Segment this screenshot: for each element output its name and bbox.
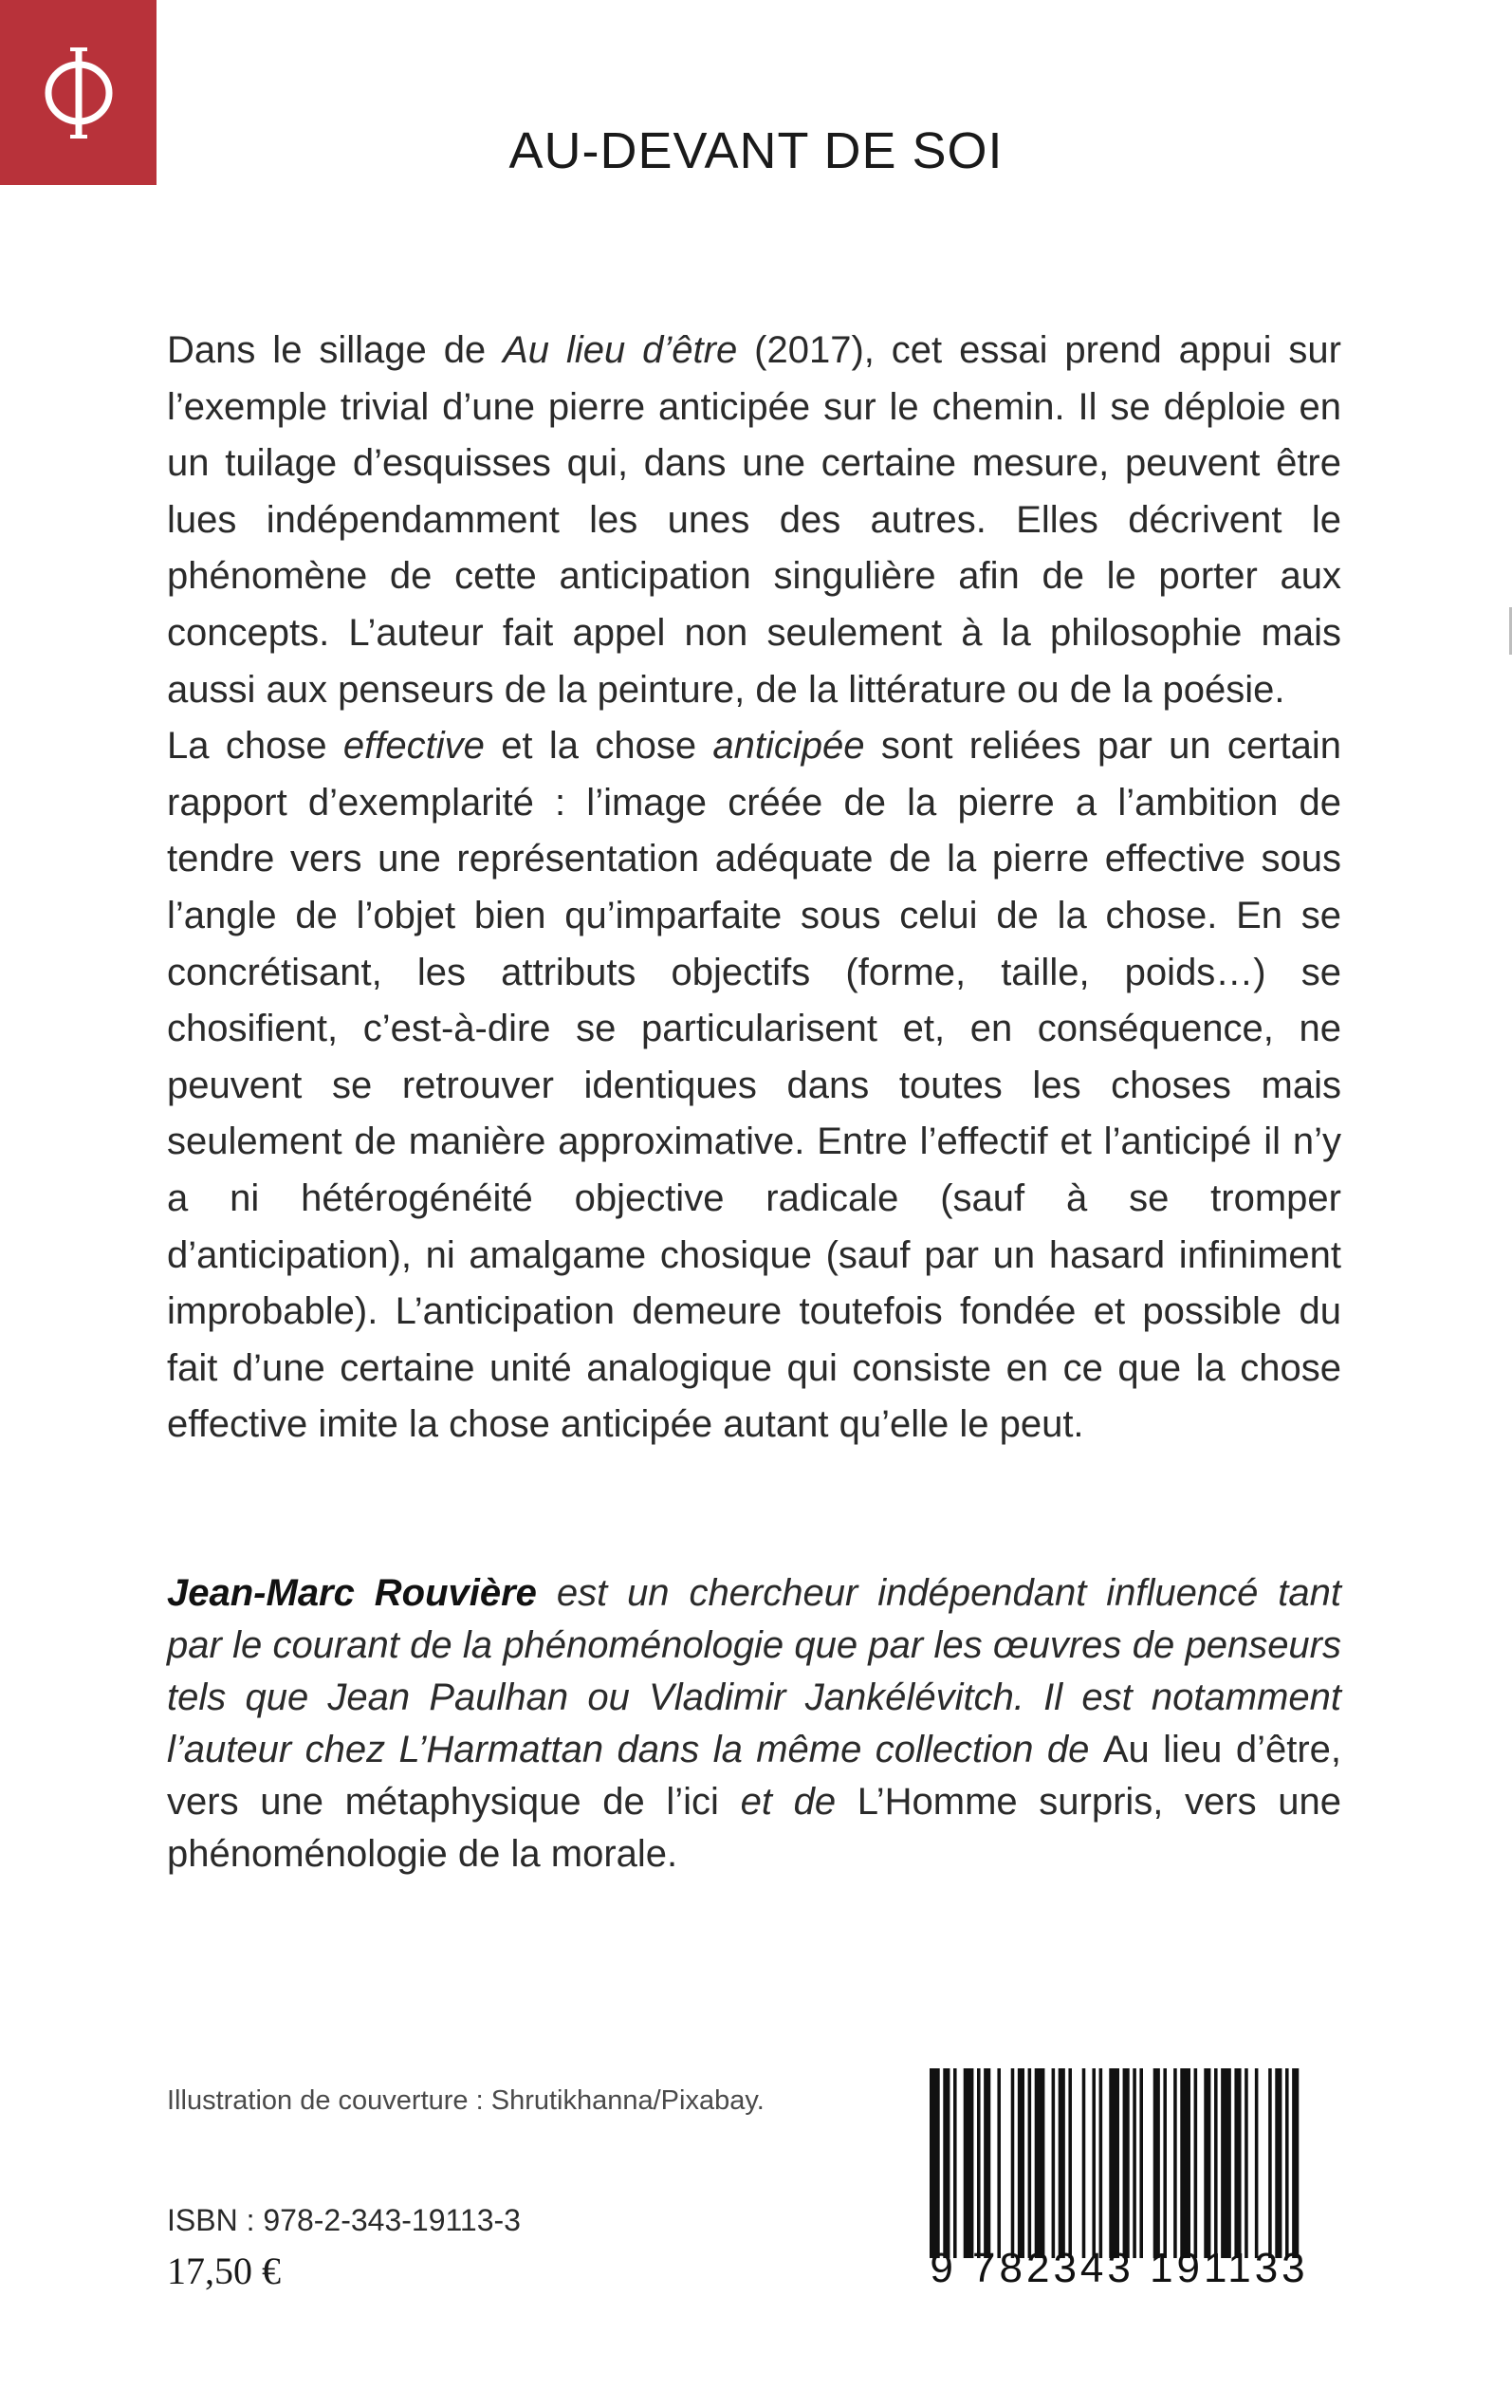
barcode-bar xyxy=(943,2068,950,2258)
author-name: Jean-Marc Rouvière xyxy=(167,1572,537,1614)
barcode-bar xyxy=(1153,2068,1160,2258)
summary-emphasis: effective xyxy=(342,725,485,768)
barcode-bar xyxy=(1139,2068,1143,2258)
barcode-bar xyxy=(1285,2068,1289,2258)
barcode-bar xyxy=(1133,2068,1136,2258)
barcode-bar xyxy=(977,2068,981,2258)
summary-book-reference: Au lieu d’être xyxy=(503,329,738,371)
author-bio-text: est un chercheur indépendant influencé tant par le courant de la phénoménologie que par les œuvres de penseurs tels que Jean Paulhan ou Vladimir Jankélévitch. Il est notamment l’auteur chez L’Harmattan dans la même collection de xyxy=(167,1572,1342,1770)
price: 17,50 € xyxy=(167,2250,281,2292)
barcode-bar xyxy=(1173,2068,1177,2258)
summary-text: La chose xyxy=(167,725,343,768)
barcode-bar xyxy=(1028,2068,1032,2258)
isbn: ISBN : 978-2-343-19113-3 xyxy=(167,2203,521,2237)
author-bio xyxy=(167,1567,1341,1880)
author-book-title: Au lieu d’être, vers une métaphysique de l’ici xyxy=(167,1729,1341,1823)
barcode-bar xyxy=(1092,2068,1096,2258)
barcode-bar xyxy=(984,2068,990,2258)
author-book-title: L’Homme surpris, vers une phénoménologie de la morale. xyxy=(167,1781,1341,1875)
barcode-bar xyxy=(1214,2068,1218,2258)
barcode-bar xyxy=(1292,2068,1299,2258)
barcode-bar xyxy=(1255,2068,1259,2258)
barcode-bar xyxy=(1018,2068,1024,2258)
barcode-bar xyxy=(1082,2068,1086,2258)
barcode-bar xyxy=(1245,2068,1248,2258)
barcode-bar xyxy=(1099,2068,1103,2258)
summary-text: et la chose xyxy=(484,725,713,768)
summary-paragraph-1 xyxy=(167,323,1341,718)
illustration-credit: Illustration de couverture : Shrutikhanna/Pixabay. xyxy=(167,2085,765,2116)
barcode-bar xyxy=(1163,2068,1167,2258)
barcode-bars xyxy=(930,2068,1309,2258)
summary-emphasis: anticipée xyxy=(712,725,865,768)
barcode-bar xyxy=(1204,2068,1210,2258)
barcode-digits: 9 782343 191133 xyxy=(930,2245,1309,2291)
barcode-bar xyxy=(1011,2068,1015,2258)
barcode-bar xyxy=(930,2068,940,2258)
barcode-bar xyxy=(1180,2068,1190,2258)
barcode-bar xyxy=(1194,2068,1198,2258)
summary-paragraph-2 xyxy=(167,718,1341,1454)
barcode-bar xyxy=(1234,2068,1241,2258)
barcode-bar xyxy=(964,2068,974,2258)
barcode-bar xyxy=(1221,2068,1231,2258)
summary-text: sont reliées par un certain rapport d’exemplarité : l’image créée de la pierre a l’ambition de tendre vers une représentation adéquate de la pierre effective sous l’angle de l’objet bien qu’imparfaite sous celui de la chose. En se concrétisant, les attributs objectifs (forme, taille, poids…) se chosifient, c’est-à-dire se particularisent et, en conséquence, ne peuvent se retrouver identiques dans toutes les choses mais seulement de manière approximative. Entre l’effectif et l’anticipé il n’y a ni hétérogénéité objective radicale (sauf à se tromper d’anticipation), ni amalgame chosique (sauf par un hasard infiniment improbable). L’anticipation demeure toutefois fondée et possible du fait d’une certaine unité analogique qui consiste en ce que la chose effective imite la chose anticipée autant qu’elle le peut. xyxy=(167,725,1341,1446)
barcode-bar xyxy=(1268,2068,1272,2258)
barcode-bar xyxy=(1275,2068,1282,2258)
back-cover-summary xyxy=(167,323,1341,1454)
barcode-bar xyxy=(997,2068,1001,2258)
summary-text: Dans le sillage de xyxy=(167,329,504,371)
barcode-bar xyxy=(1123,2068,1130,2258)
barcode-bar xyxy=(1059,2068,1065,2258)
barcode-bar xyxy=(953,2068,957,2258)
author-bio-text: et de xyxy=(718,1781,857,1823)
barcode-bar xyxy=(1109,2068,1119,2258)
barcode-bar xyxy=(1052,2068,1056,2258)
barcode-bar xyxy=(1035,2068,1045,2258)
book-title: AU-DEVANT DE SOI xyxy=(508,122,1004,179)
summary-text: (2017), cet essai prend appui sur l’exemple trivial d’une pierre anticipée sur le chemin. Il se déploie en un tuilage d’esquisses qui, dans une certaine mesure, peuvent être lues indépendamment les unes des autres. Elles décrivent le phénomène de cette anticipation singulière afin de le porter aux concepts. L’auteur fait appel non seulement à la philosophie mais aussi aux penseurs de la peinture, de la littérature ou de la poésie. xyxy=(167,329,1341,711)
barcode-bar xyxy=(1068,2068,1072,2258)
barcode xyxy=(901,2059,1337,2306)
